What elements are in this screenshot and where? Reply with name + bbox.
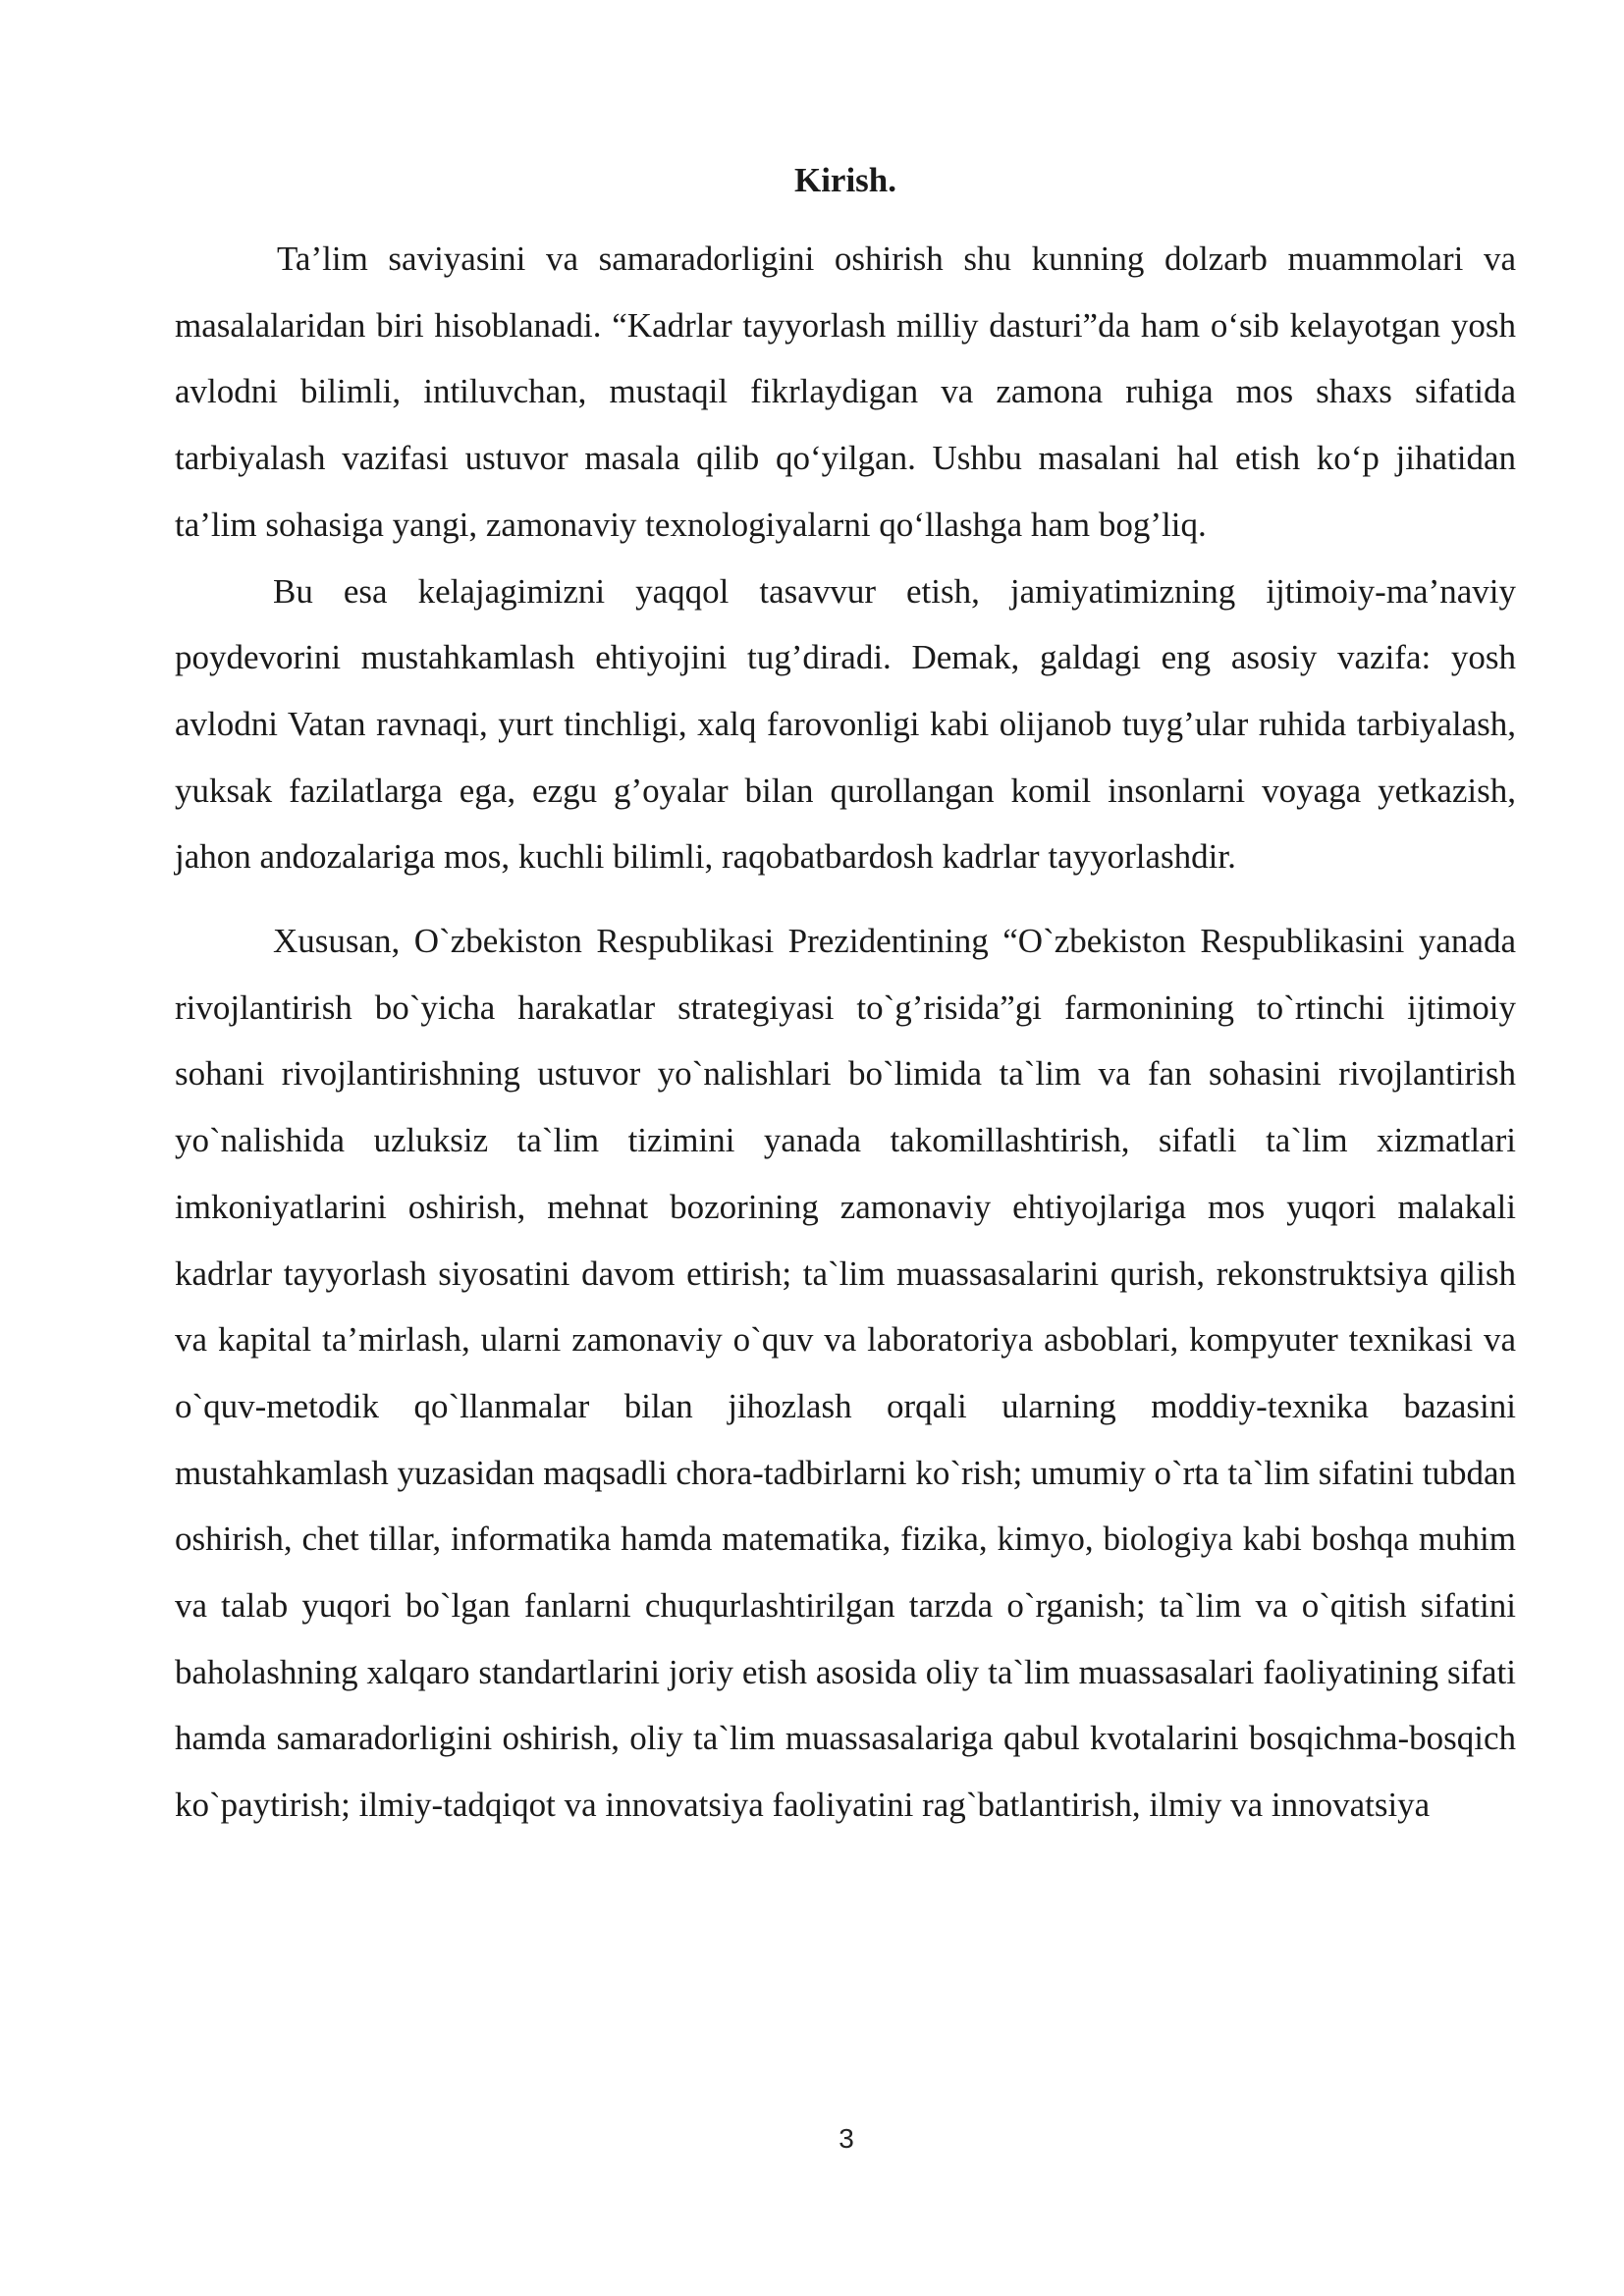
section-heading: Kirish. <box>793 161 897 199</box>
page-number: 3 <box>839 2123 854 2154</box>
paragraph-2: Bu esa kelajagimizni yaqqol tasavvur etish, jamiyatimizning ijtimoiy-ma’naviy poydevorini mustahkamlash ehtiyojini tug’diradi. Demak, galdagi eng asosiy vazifa: yosh avlodni Vatan ravnaqi, yurt tinchligi, xalq farovonligi kabi olijanob tuyg’ular ruhida tarbiyalash, yuksak fazilatlarga ega, ezgu g’oyalar bilan qurollangan komil insonlarni voyaga yetkazish, jahon andozalariga mos, kuchli bilimli, raqobatbardosh kadrlar tayyorlashdir. <box>175 571 1516 877</box>
document-body <box>175 147 1516 1839</box>
paragraph-1: Ta’lim saviyasini va samaradorligini oshirish shu kunning dolzarb muammolari va masalalaridan biri hisoblanadi. “Kadrlar tayyorlash milliy dasturi”da ham o‘sib kelayotgan yosh avlodni bilimli, intiluvchan, mustaqil fikrlaydigan va zamona ruhiga mos shaxs sifatida tarbiyalash vazifasi ustuvor masala qilib qo‘yilgan. Ushbu masalani hal etish ko‘p jihatidan ta’lim sohasiga yangi, zamonaviy texnologiyalarni qo‘llashga ham bog’liq. <box>175 240 1516 544</box>
paragraph-3: Xususan, O`zbekiston Respublikasi Prezidentining “O`zbekiston Respublikasini yanada rivojlantirish bo`yicha harakatlar strategiyasi to`g’risida”gi farmonining to`rtinchi ijtimoiy sohani rivojlantirishning ustuvor yo`nalishlari bo`limida ta`lim va fan sohasini rivojlantirish yo`nalishida uzluksiz ta`lim tizimini yanada takomillashtirish, sifatli ta`lim xizmatlari imkoniyatlarini oshirish, mehnat bozorining zamonaviy ehtiyojlariga mos yuqori malakali kadrlar tayyorlash siyosatini davom ettirish; ta`lim muassasalarini qurish, rekonstruktsiya qilish va kapital ta’mirlash, ularni zamonaviy o`quv va laboratoriya asboblari, kompyuter texnikasi va o`quv-metodik qo`llanmalar bilan jihozlash orqali ularning moddiy-texnika bazasini mustahkamlash yuzasidan maqsadli chora-tadbirlarni ko`rish; umumiy o`rta ta`lim sifatini tubdan oshirish, chet tillar, informatika hamda matematika, fizika, kimyo, biologiya kabi boshqa muhim va talab yuqori bo`lgan fanlarni chuqurlashtirilgan tarzda o`rganish; ta`lim va o`qitish sifatini baholashning xalqaro standartlarini joriy etish asosida oliy ta`lim muassasalari faoliyatining sifati hamda samaradorligini oshirish, oliy ta`lim muassasalariga qabul kvotalarini bosqichma-bosqich ko`paytirish; ilmiy-tadqiqot va innovatsiya faoliyatini rag`batlantirish, ilmiy va innovatsiya <box>175 922 1516 1825</box>
